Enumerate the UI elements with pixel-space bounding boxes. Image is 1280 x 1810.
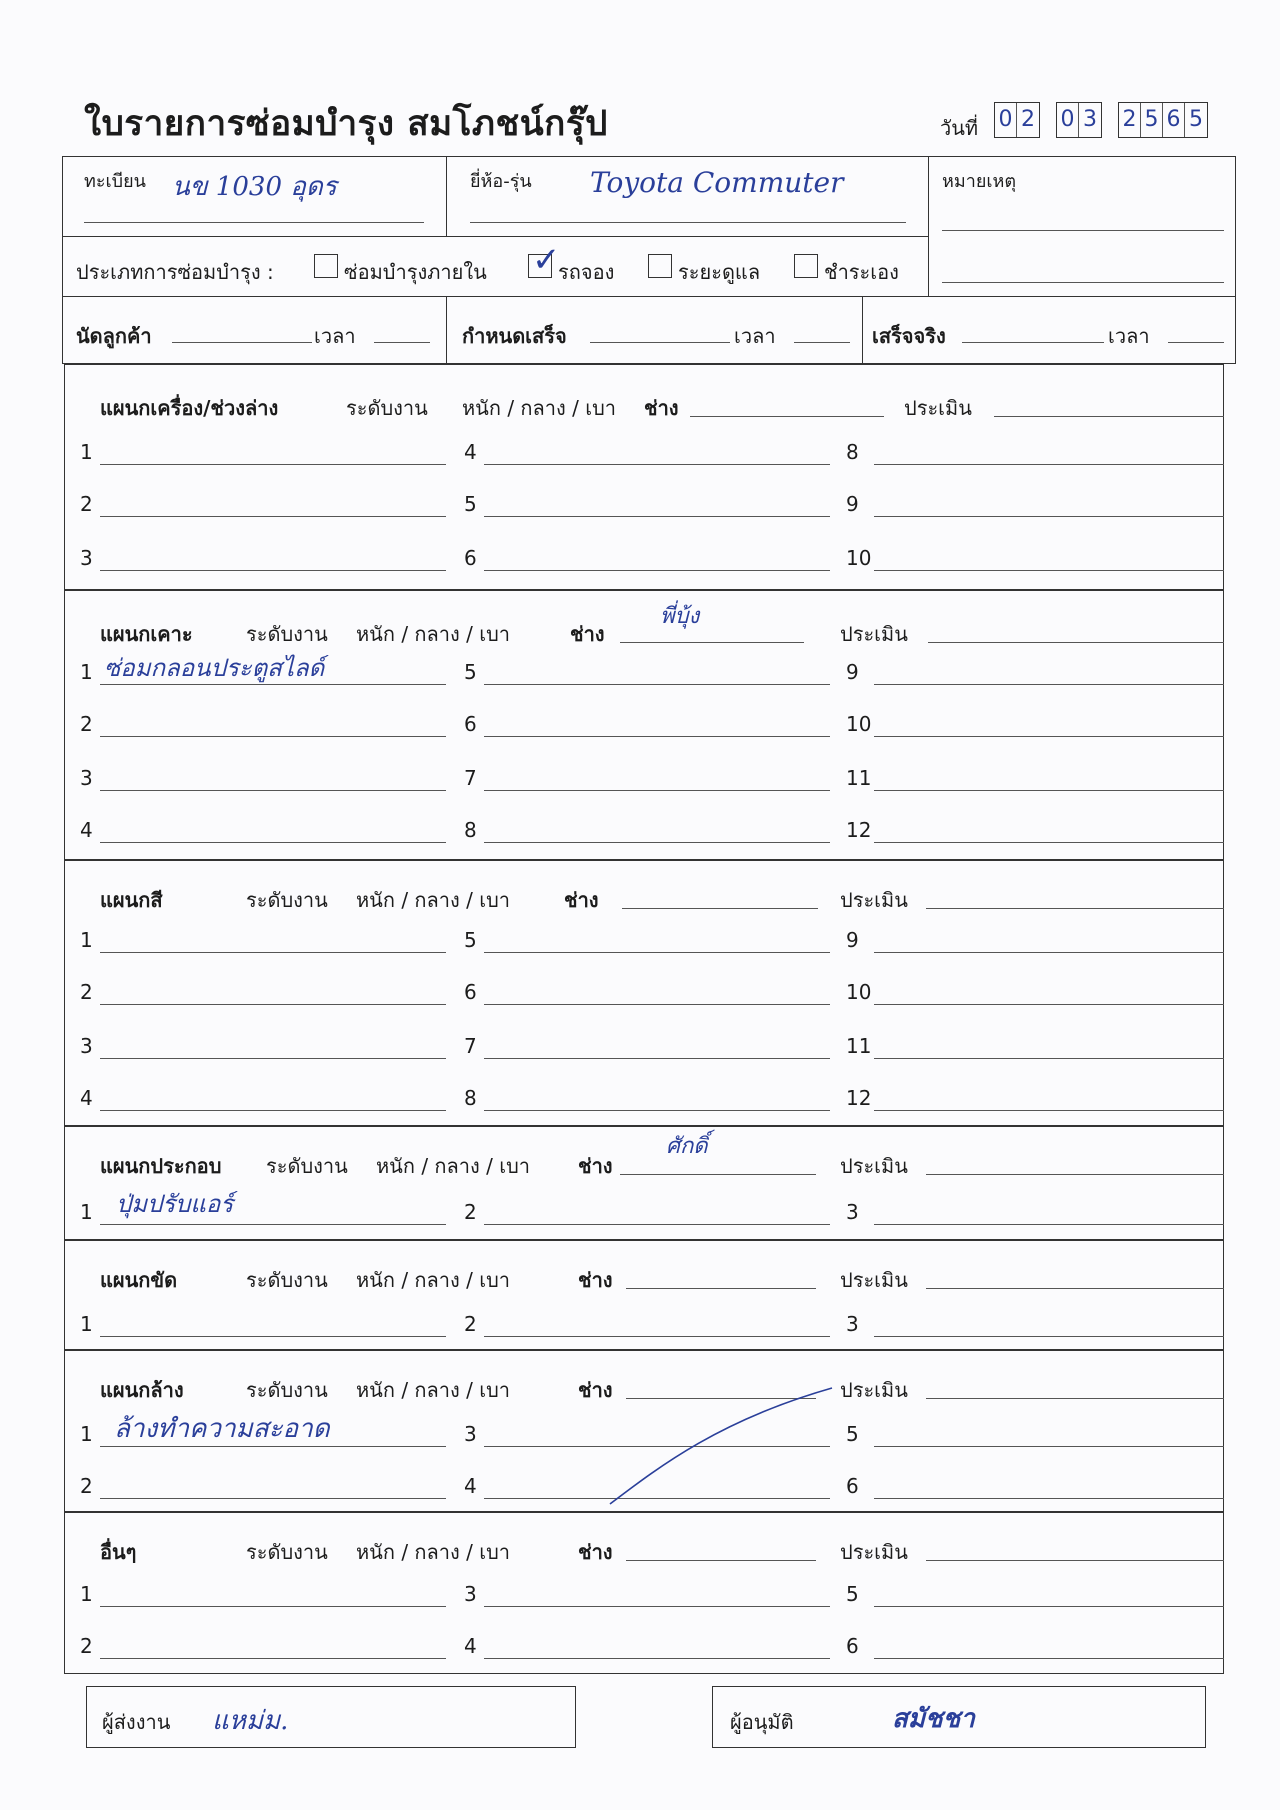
strike-through-stroke [600,1370,840,1510]
date-year-digit-1: 2 [1119,103,1141,137]
other-item-number: 3 [464,1582,477,1606]
type-maintenance-label: ระยะดูแล [678,260,761,284]
date-month-box[interactable] [1056,102,1102,138]
paint-item-line[interactable] [100,952,446,953]
engine-item-line[interactable] [874,516,1224,517]
plate-value[interactable]: นข 1030 อุดร [172,172,337,202]
body-item-line[interactable] [484,790,830,791]
body-item-number: 2 [80,712,93,736]
assembly-eval-label: ประเมิน [840,1154,908,1178]
sender-value[interactable]: แหม่ม. [212,1706,289,1736]
wash-eval-underline[interactable] [926,1398,1224,1399]
wash-level-options[interactable]: หนัก / กลาง / เบา [356,1378,510,1402]
remark-line-1 [942,230,1224,231]
paint-item-number: 10 [846,980,872,1004]
engine-item-line[interactable] [484,464,830,465]
assembly-eval-underline[interactable] [926,1174,1224,1175]
paint-item-line[interactable] [100,1004,446,1005]
other-item-line[interactable] [874,1658,1224,1659]
engine-tech-underline[interactable] [690,416,884,417]
engine-eval-underline[interactable] [994,416,1224,417]
body-item-line[interactable] [484,842,830,843]
engine-item-line[interactable] [874,570,1224,571]
check-mark-icon: ✓ [532,240,561,280]
appointment-underline [172,342,312,343]
paint-item-line[interactable] [874,1058,1224,1059]
brand-underline [470,222,906,223]
body-level-options[interactable]: หนัก / กลาง / เบา [356,622,510,646]
other-tech-label: ช่าง [578,1540,613,1564]
paint-item-line[interactable] [100,1058,446,1059]
other-section [64,1512,1224,1674]
engine-item-number: 3 [80,546,93,570]
assembly-item-number: 3 [846,1200,859,1224]
paint-item-number: 4 [80,1086,93,1110]
other-item-line[interactable] [484,1658,830,1659]
divider [62,236,928,237]
appointment-time-underline [374,342,430,343]
body-item-number: 8 [464,818,477,842]
paint-level-label: ระดับงาน [246,888,328,912]
engine-level-label: ระดับงาน [346,396,428,420]
engine-tech-label: ช่าง [644,396,679,420]
engine-item-line[interactable] [484,570,830,571]
paint-item-number: 9 [846,928,859,952]
paint-item-number: 11 [846,1034,872,1058]
other-item-line[interactable] [484,1606,830,1607]
checkbox-internal[interactable] [314,254,338,278]
body-section-title: แผนกเคาะ [100,622,193,646]
paint-item-number: 1 [80,928,93,952]
other-item-line[interactable] [100,1658,446,1659]
assembly-item-line[interactable] [484,1224,830,1225]
body-section [64,590,1224,860]
paint-section [64,860,1224,1126]
engine-item-number: 5 [464,492,477,516]
wash-item-line[interactable] [874,1446,1224,1447]
paint-item-number: 5 [464,928,477,952]
polish-tech-underline[interactable] [626,1288,816,1289]
assembly-item1-value[interactable]: ปุ่มปรับแอร์ [116,1190,234,1218]
wash-item1-value[interactable]: ล้างทำความสะอาด [114,1414,330,1444]
type-reserved-label: รถจอง [558,260,615,284]
body-item-line[interactable] [874,842,1224,843]
body-level-label: ระดับงาน [246,622,328,646]
other-section-title: อื่นๆ [100,1540,137,1564]
engine-section-title: แผนกเครื่อง/ช่วงล่าง [100,396,279,420]
engine-item-number: 10 [846,546,872,570]
done-label: เสร็จจริง [872,324,946,348]
other-item-number: 1 [80,1582,93,1606]
done-time-underline [1168,342,1224,343]
wash-level-label: ระดับงาน [246,1378,328,1402]
divider [446,296,447,364]
paint-eval-label: ประเมิน [840,888,908,912]
wash-item-number: 3 [464,1422,477,1446]
assembly-level-options[interactable]: หนัก / กลาง / เบา [376,1154,530,1178]
brand-value[interactable]: Toyota Commuter [590,166,844,199]
approver-value[interactable]: สมัชชา [892,1704,975,1734]
body-item-line[interactable] [100,842,446,843]
assembly-item-number: 2 [464,1200,477,1224]
date-year-digit-4: 5 [1189,107,1203,132]
divider [62,296,1236,297]
engine-level-options[interactable]: หนัก / กลาง / เบา [462,396,616,420]
date-label: วันที่ [940,116,979,140]
paint-item-line[interactable] [874,952,1224,953]
polish-item-number: 1 [80,1312,93,1336]
due-time-underline [794,342,850,343]
assembly-tech-value[interactable]: ศักดิ์ [666,1134,708,1159]
paint-item-line[interactable] [874,1004,1224,1005]
other-level-label: ระดับงาน [246,1540,328,1564]
engine-item-number: 4 [464,440,477,464]
wash-item-number: 6 [846,1474,859,1498]
brand-label: ยี่ห้อ-รุ่น [470,171,532,192]
wash-item-number: 2 [80,1474,93,1498]
assembly-section-title: แผนกประกอบ [100,1154,222,1178]
wash-tech-label: ช่าง [578,1378,613,1402]
form-title: ใบรายการซ่อมบำรุง สมโภชน์กรุ๊ป [84,104,608,144]
body-item-number: 6 [464,712,477,736]
date-month-digit-1: 0 [1057,103,1079,137]
paint-item-number: 6 [464,980,477,1004]
engine-item-number: 6 [464,546,477,570]
body-item-number: 10 [846,712,872,736]
body-item-number: 3 [80,766,93,790]
paint-item-number: 12 [846,1086,872,1110]
other-item-number: 6 [846,1634,859,1658]
polish-section-title: แผนกขัด [100,1268,178,1292]
body-item-number: 1 [80,660,93,684]
wash-eval-label: ประเมิน [840,1378,908,1402]
plate-underline [84,222,424,223]
paint-item-number: 8 [464,1086,477,1110]
date-day-digit-1: 0 [995,103,1017,137]
engine-item-line[interactable] [100,516,446,517]
paint-tech-underline[interactable] [622,908,818,909]
other-tech-underline[interactable] [626,1560,816,1561]
paint-tech-label: ช่าง [564,888,599,912]
paint-level-options[interactable]: หนัก / กลาง / เบา [356,888,510,912]
other-item-number: 5 [846,1582,859,1606]
due-time-label: เวลา [734,324,776,348]
other-item-number: 2 [80,1634,93,1658]
body-tech-underline[interactable] [620,642,804,643]
wash-item-number: 5 [846,1422,859,1446]
body-eval-underline[interactable] [928,642,1224,643]
polish-level-label: ระดับงาน [246,1268,328,1292]
body-item-line[interactable] [874,736,1224,737]
paint-item-line[interactable] [874,1110,1224,1111]
date-month-digit-2: 3 [1083,107,1097,132]
paint-item-line[interactable] [484,952,830,953]
body-item-line[interactable] [100,790,446,791]
assembly-tech-underline[interactable] [620,1174,816,1175]
due-underline [590,342,730,343]
polish-item-line[interactable] [484,1336,830,1337]
paint-item-number: 2 [80,980,93,1004]
checkbox-self-pay[interactable] [794,254,818,278]
sender-label: ผู้ส่งงาน [102,1710,171,1734]
engine-item-number: 1 [80,440,93,464]
paint-item-line[interactable] [484,1110,830,1111]
assembly-section [64,1126,1224,1240]
polish-level-options[interactable]: หนัก / กลาง / เบา [356,1268,510,1292]
polish-eval-underline[interactable] [926,1288,1224,1289]
body-eval-label: ประเมิน [840,622,908,646]
paint-item-number: 3 [80,1034,93,1058]
date-day-digit-2: 2 [1021,107,1035,132]
date-day-box[interactable] [994,102,1040,138]
remark-line-2 [942,282,1224,283]
wash-item-line[interactable] [874,1498,1224,1499]
polish-item-line[interactable] [874,1336,1224,1337]
type-internal-label: ซ่อมบำรุงภายใน [344,260,487,284]
other-item-number: 4 [464,1634,477,1658]
paint-item-number: 7 [464,1034,477,1058]
body-item-number: 9 [846,660,859,684]
body-item-line[interactable] [874,790,1224,791]
date-year-digit-2: 5 [1141,103,1163,137]
polish-section [64,1240,1224,1350]
checkbox-maintenance[interactable] [648,254,672,278]
body-item-number: 11 [846,766,872,790]
other-item-line[interactable] [874,1606,1224,1607]
due-label: กำหนดเสร็จ [462,324,567,348]
engine-item-number: 9 [846,492,859,516]
paint-item-line[interactable] [484,1004,830,1005]
polish-tech-label: ช่าง [578,1268,613,1292]
approver-label: ผู้อนุมัติ [730,1710,794,1734]
body-item-line[interactable] [874,684,1224,685]
body-tech-label: ช่าง [570,622,605,646]
paint-section-title: แผนกสี [100,888,163,912]
body-item-number: 7 [464,766,477,790]
appointment-label: นัดลูกค้า [76,324,152,348]
engine-eval-label: ประเมิน [904,396,972,420]
assembly-item-number: 1 [80,1200,93,1224]
engine-item-number: 8 [846,440,859,464]
body-item-number: 5 [464,660,477,684]
appointment-time-label: เวลา [314,324,356,348]
polish-item-number: 2 [464,1312,477,1336]
assembly-tech-label: ช่าง [578,1154,613,1178]
paint-item-line[interactable] [100,1110,446,1111]
body-item-line[interactable] [100,736,446,737]
wash-item-number: 1 [80,1422,93,1446]
other-item-line[interactable] [100,1606,446,1607]
plate-label: ทะเบียน [84,171,146,192]
engine-item-line[interactable] [100,570,446,571]
wash-item-line[interactable] [100,1498,446,1499]
paint-eval-underline[interactable] [926,908,1224,909]
other-eval-underline[interactable] [926,1560,1224,1561]
other-level-options[interactable]: หนัก / กลาง / เบา [356,1540,510,1564]
engine-item-line[interactable] [484,516,830,517]
body-item1-value[interactable]: ซ่อมกลอนประตูสไลด์ [104,654,325,682]
polish-eval-label: ประเมิน [840,1268,908,1292]
polish-item-number: 3 [846,1312,859,1336]
date-year-digit-3: 6 [1163,103,1185,137]
paint-item-line[interactable] [484,1058,830,1059]
wash-section-title: แผนกล้าง [100,1378,184,1402]
body-item-line[interactable] [484,684,830,685]
engine-item-number: 2 [80,492,93,516]
polish-item-line[interactable] [100,1336,446,1337]
wash-item-number: 4 [464,1474,477,1498]
repair-type-label: ประเภทการซ่อมบำรุง : [76,260,274,284]
remark-label: หมายเหตุ [942,171,1017,192]
done-time-label: เวลา [1108,324,1150,348]
assembly-item-line[interactable] [874,1224,1224,1225]
divider [862,296,863,364]
type-self-pay-label: ชำระเอง [824,260,899,284]
body-item-number: 12 [846,818,872,842]
assembly-level-label: ระดับงาน [266,1154,348,1178]
assembly-item-line[interactable] [100,1224,446,1225]
body-tech-value[interactable]: พี่บุ้ง [660,604,700,629]
divider [446,156,447,236]
other-eval-label: ประเมิน [840,1540,908,1564]
engine-item-line[interactable] [100,464,446,465]
done-underline [962,342,1104,343]
engine-item-line[interactable] [874,464,1224,465]
body-item-line[interactable] [484,736,830,737]
body-item-number: 4 [80,818,93,842]
divider [928,156,929,296]
date-year-box[interactable] [1118,102,1208,138]
